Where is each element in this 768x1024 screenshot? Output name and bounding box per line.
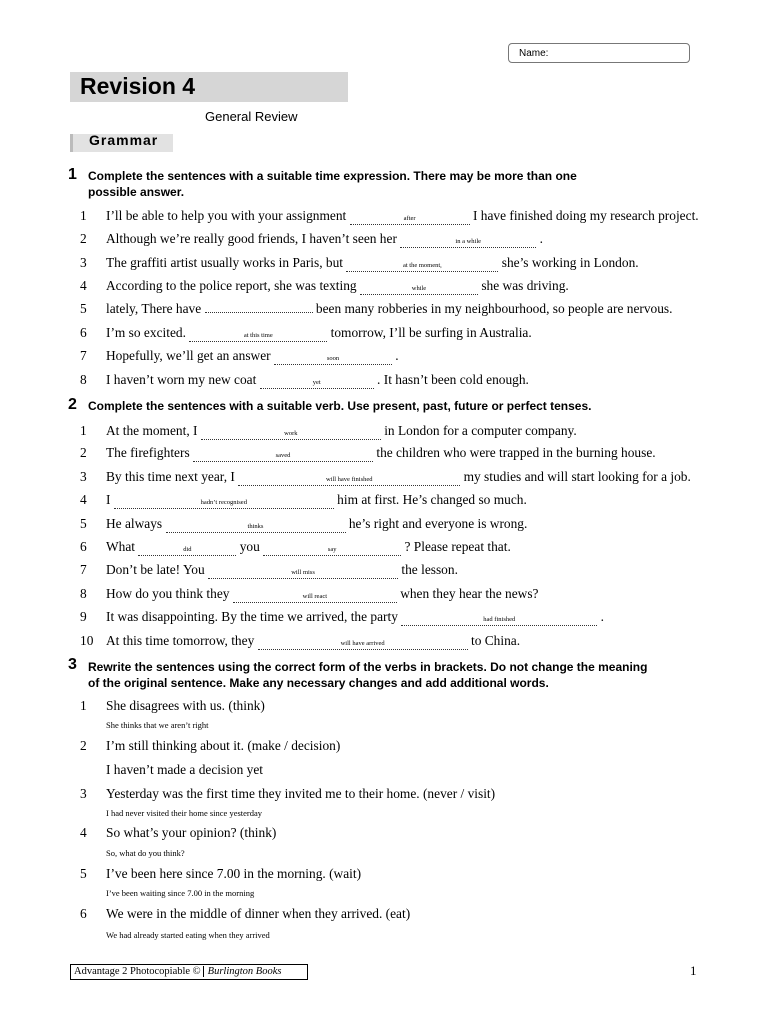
ex3-item: 1 She disagrees with us. (think) — [80, 698, 265, 713]
ex3-item: 5 I’ve been here since 7.00 in the morning. (wait) — [80, 866, 362, 881]
ex3-answer[interactable]: She thinks that we aren’t right — [106, 720, 209, 730]
answer-blank[interactable]: yet — [260, 378, 374, 389]
exercise-2-instruction: Complete the sentences with a suitable verb. Use present, past, future or perfect tenses. — [88, 399, 592, 413]
ex3-item: 2 I’m still thinking about it. (make / decision) — [80, 738, 341, 753]
ex3-answer[interactable]: We had already started eating when they arrived — [106, 930, 270, 940]
title-bar — [70, 72, 348, 102]
footer-copyright: Advantage 2 Photocopiable © Burlington Books — [70, 964, 308, 980]
answer-blank[interactable]: in a while — [400, 237, 536, 248]
ex1-item: 5 lately, There have been many robberies in my neighbourhood, so people are nervous. — [80, 301, 673, 316]
ex1-item: 8 I haven’t worn my new coat yet . It hasn’t been cold enough. — [80, 372, 529, 387]
ex2-item: 8 How do you think they will react when they hear the news? — [80, 586, 539, 601]
ex1-item: 6 I’m so excited. at this time tomorrow, I’ll be surfing in Australia. — [80, 325, 532, 340]
answer-blank[interactable]: will miss — [208, 568, 398, 579]
name-field[interactable] — [508, 43, 690, 63]
exercise-1-instruction: Complete the sentences with a suitable time expression. There may be more than one possible answer. — [88, 169, 577, 199]
answer-blank[interactable]: work — [201, 429, 381, 440]
answer-blank[interactable]: at the moment, — [346, 261, 498, 272]
page-title: Revision 4 — [80, 73, 196, 99]
ex3-item: 6 We were in the middle of dinner when they arrived. (eat) — [80, 906, 411, 921]
section-title: Grammar — [89, 132, 159, 148]
answer-blank[interactable]: after — [350, 214, 470, 225]
page-subtitle: General Review — [205, 109, 298, 124]
exercise-3-number: 3 — [68, 656, 77, 673]
answer-blank[interactable]: while — [360, 284, 478, 295]
ex2-item: 5 He always thinks he’s right and everyone is wrong. — [80, 516, 528, 531]
ex1-item: 1 I’ll be able to help you with your assignment after I have finished doing my research project. — [80, 208, 699, 223]
exercise-2-number: 2 — [68, 396, 77, 413]
answer-blank[interactable]: did — [138, 545, 236, 556]
exercise-3-instruction: Rewrite the sentences using the correct form of the verbs in brackets. Do not change the meaning of the original sentence. Make any necessary changes and add additional words. — [88, 660, 648, 690]
ex1-item: 4 According to the police report, she was texting while she was driving. — [80, 278, 569, 293]
answer-blank[interactable]: saved — [193, 451, 373, 462]
answer-blank[interactable] — [205, 312, 313, 313]
ex2-item: 1 At the moment, I work in London for a computer company. — [80, 423, 577, 438]
ex2-item: 6 What did you say ? Please repeat that. — [80, 539, 511, 554]
section-tab — [70, 134, 173, 152]
answer-blank[interactable]: at this time — [189, 331, 327, 342]
ex1-item: 7 Hopefully, we’ll get an answer soon . — [80, 348, 399, 363]
ex2-item: 4 I hadn’t recognised him at first. He’s changed so much. — [80, 492, 527, 507]
ex1-item: 3 The graffiti artist usually works in Paris, but at the moment, she’s working in London. — [80, 255, 639, 270]
exercise-1-number: 1 — [68, 166, 77, 183]
ex3-item: 4 So what’s your opinion? (think) — [80, 825, 277, 840]
ex3-answer[interactable]: I’ve been waiting since 7.00 in the morning — [106, 888, 255, 898]
answer-blank[interactable]: had finished — [401, 615, 597, 626]
ex2-item: 10 At this time tomorrow, they will have arrived to China. — [80, 633, 521, 648]
ex3-answer[interactable]: So, what do you think? — [106, 848, 185, 858]
ex2-item: 2 The firefighters saved the children who were trapped in the burning house. — [80, 445, 656, 460]
name-label: Name: — [519, 48, 549, 59]
answer-blank[interactable]: thinks — [166, 522, 346, 533]
ex2-item: 7 Don’t be late! You will miss the lesson. — [80, 562, 458, 577]
answer-blank[interactable]: will have arrived — [258, 639, 468, 650]
answer-blank[interactable]: soon — [274, 354, 392, 365]
answer-blank[interactable]: will react — [233, 592, 397, 603]
answer-blank[interactable]: hadn’t recognised — [114, 498, 334, 509]
answer-blank[interactable]: will have finished — [238, 475, 460, 486]
ex1-item: 2 Although we’re really good friends, I haven’t seen her in a while . — [80, 231, 543, 246]
publisher-brand: Burlington Books — [203, 966, 282, 977]
page-number: 1 — [690, 963, 697, 978]
answer-blank[interactable]: say — [263, 545, 401, 556]
ex2-item: 3 By this time next year, I will have finished my studies and will start looking for a job. — [80, 469, 691, 484]
ex3-answer[interactable]: I haven’t made a decision yet — [106, 762, 264, 777]
ex3-item: 3 Yesterday was the first time they invited me to their home. (never / visit) — [80, 786, 496, 801]
ex3-answer[interactable]: I had never visited their home since yesterday — [106, 808, 263, 818]
ex2-item: 9 It was disappointing. By the time we arrived, the party had finished . — [80, 609, 604, 624]
